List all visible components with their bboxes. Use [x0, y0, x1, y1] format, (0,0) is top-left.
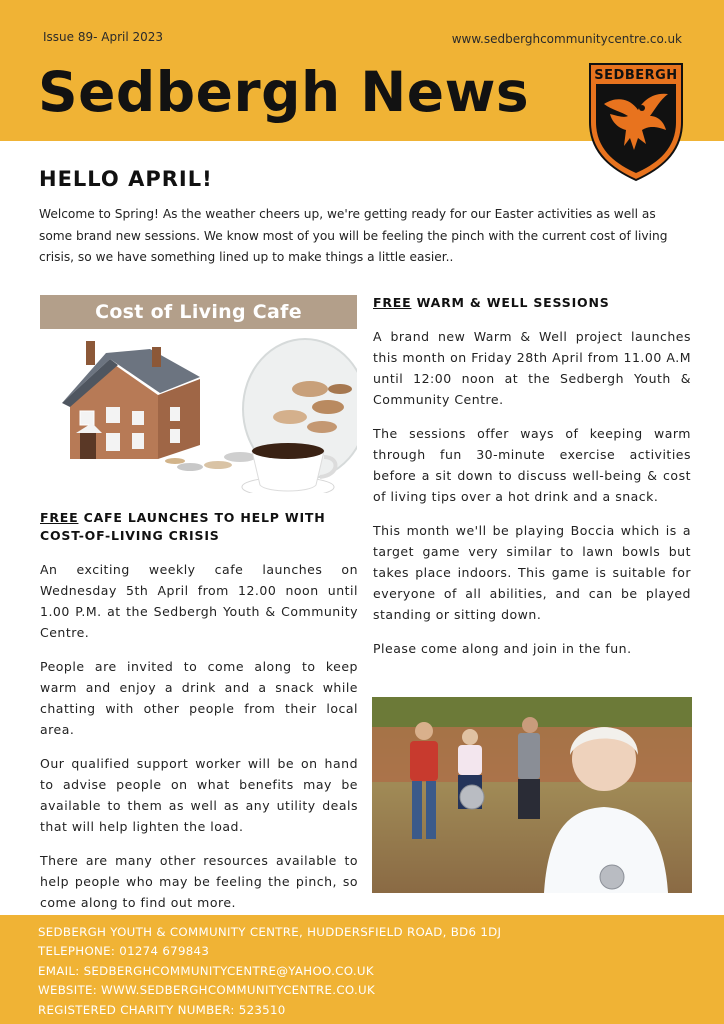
warm-well-paragraph: The sessions offer ways of keeping warm through fun 30-minute exercise activities before a sit down to discuss well-being & cost of living tips over a hot drink and a snack.: [373, 426, 691, 504]
warm-well-heading: [373, 294, 691, 312]
footer-website[interactable]: WEBSITE: WWW.SEDBERGHCOMMUNITYCENTRE.CO.UK: [38, 983, 375, 998]
cafe-article-heading: [40, 509, 358, 545]
footer-email[interactable]: EMAIL: SEDBERGHCOMMUNITYCENTRE@YAHOO.CO.UK: [38, 963, 374, 978]
newsletter-title: Sedbergh News: [38, 60, 530, 124]
warm-well-paragraph: A brand new Warm & Well project launches this month on Friday 28th April from 11.00 A.M until 12:00 noon at the Sedbergh Youth & Community Centre.: [373, 329, 691, 407]
free-label: FREE: [373, 295, 412, 310]
boccia-players-photo: [372, 697, 692, 893]
house-coins-illustration: [40, 329, 357, 493]
intro-paragraph: Welcome to Spring! As the weather cheers up, we're getting ready for our Easter activities as well as some brand new sessions. We know most of you will be feeling the pinch with the current cost of living crisis, so we have something lined up to make things a little easier..: [39, 207, 668, 264]
footer-address: SEDBERGH YOUTH & COMMUNITY CENTRE, HUDDERSFIELD ROAD, BD6 1DJ: [38, 925, 502, 939]
footer-telephone: TELEPHONE: 01274 679843: [38, 944, 210, 959]
cafe-heading-text: CAFE LAUNCHES TO HELP WITH COST-OF-LIVING CRISIS: [40, 510, 326, 543]
warm-well-heading-text: WARM & WELL SESSIONS: [411, 295, 610, 310]
cafe-article: [40, 509, 358, 913]
intro-heading: HELLO APRIL!: [39, 167, 213, 191]
cafe-paragraph: An exciting weekly cafe launches on Wednesday 5th April from 12.00 noon until 1.00 P.M. at the Sedbergh Youth & Community Centre.: [40, 562, 358, 640]
warm-well-paragraph: Please come along and join in the fun.: [373, 641, 632, 656]
cafe-paragraph: There are many other resources available to help people who may be feeling the pinch, so come along to find out more.: [40, 853, 358, 910]
crest-text: SEDBERGH: [594, 68, 678, 83]
sedbergh-crest-logo: [586, 58, 686, 184]
cost-of-living-cafe-image: [40, 295, 357, 493]
footer-band: [0, 915, 724, 1024]
cafe-image-banner: Cost of Living Cafe: [40, 295, 357, 329]
issue-label: Issue 89- April 2023: [43, 30, 164, 44]
website-link[interactable]: www.sedberghcommunitycentre.co.uk: [451, 32, 682, 46]
warm-well-article: [373, 294, 691, 659]
cafe-paragraph: People are invited to come along to keep warm and enjoy a drink and a snack while chatting with other people from their local area.: [40, 659, 358, 737]
free-label: FREE: [40, 510, 79, 525]
footer-charity-number: REGISTERED CHARITY NUMBER: 523510: [38, 1002, 286, 1017]
cafe-paragraph: Our qualified support worker will be on hand to advise people on what benefits may be available to them as well as any utility deals that will help lighten the load.: [40, 756, 358, 834]
warm-well-paragraph: This month we'll be playing Boccia which is a target game very similar to lawn bowls but takes place indoors. This game is suitable for everyone of all abilities, and can be played standing or sitting down.: [373, 523, 691, 622]
